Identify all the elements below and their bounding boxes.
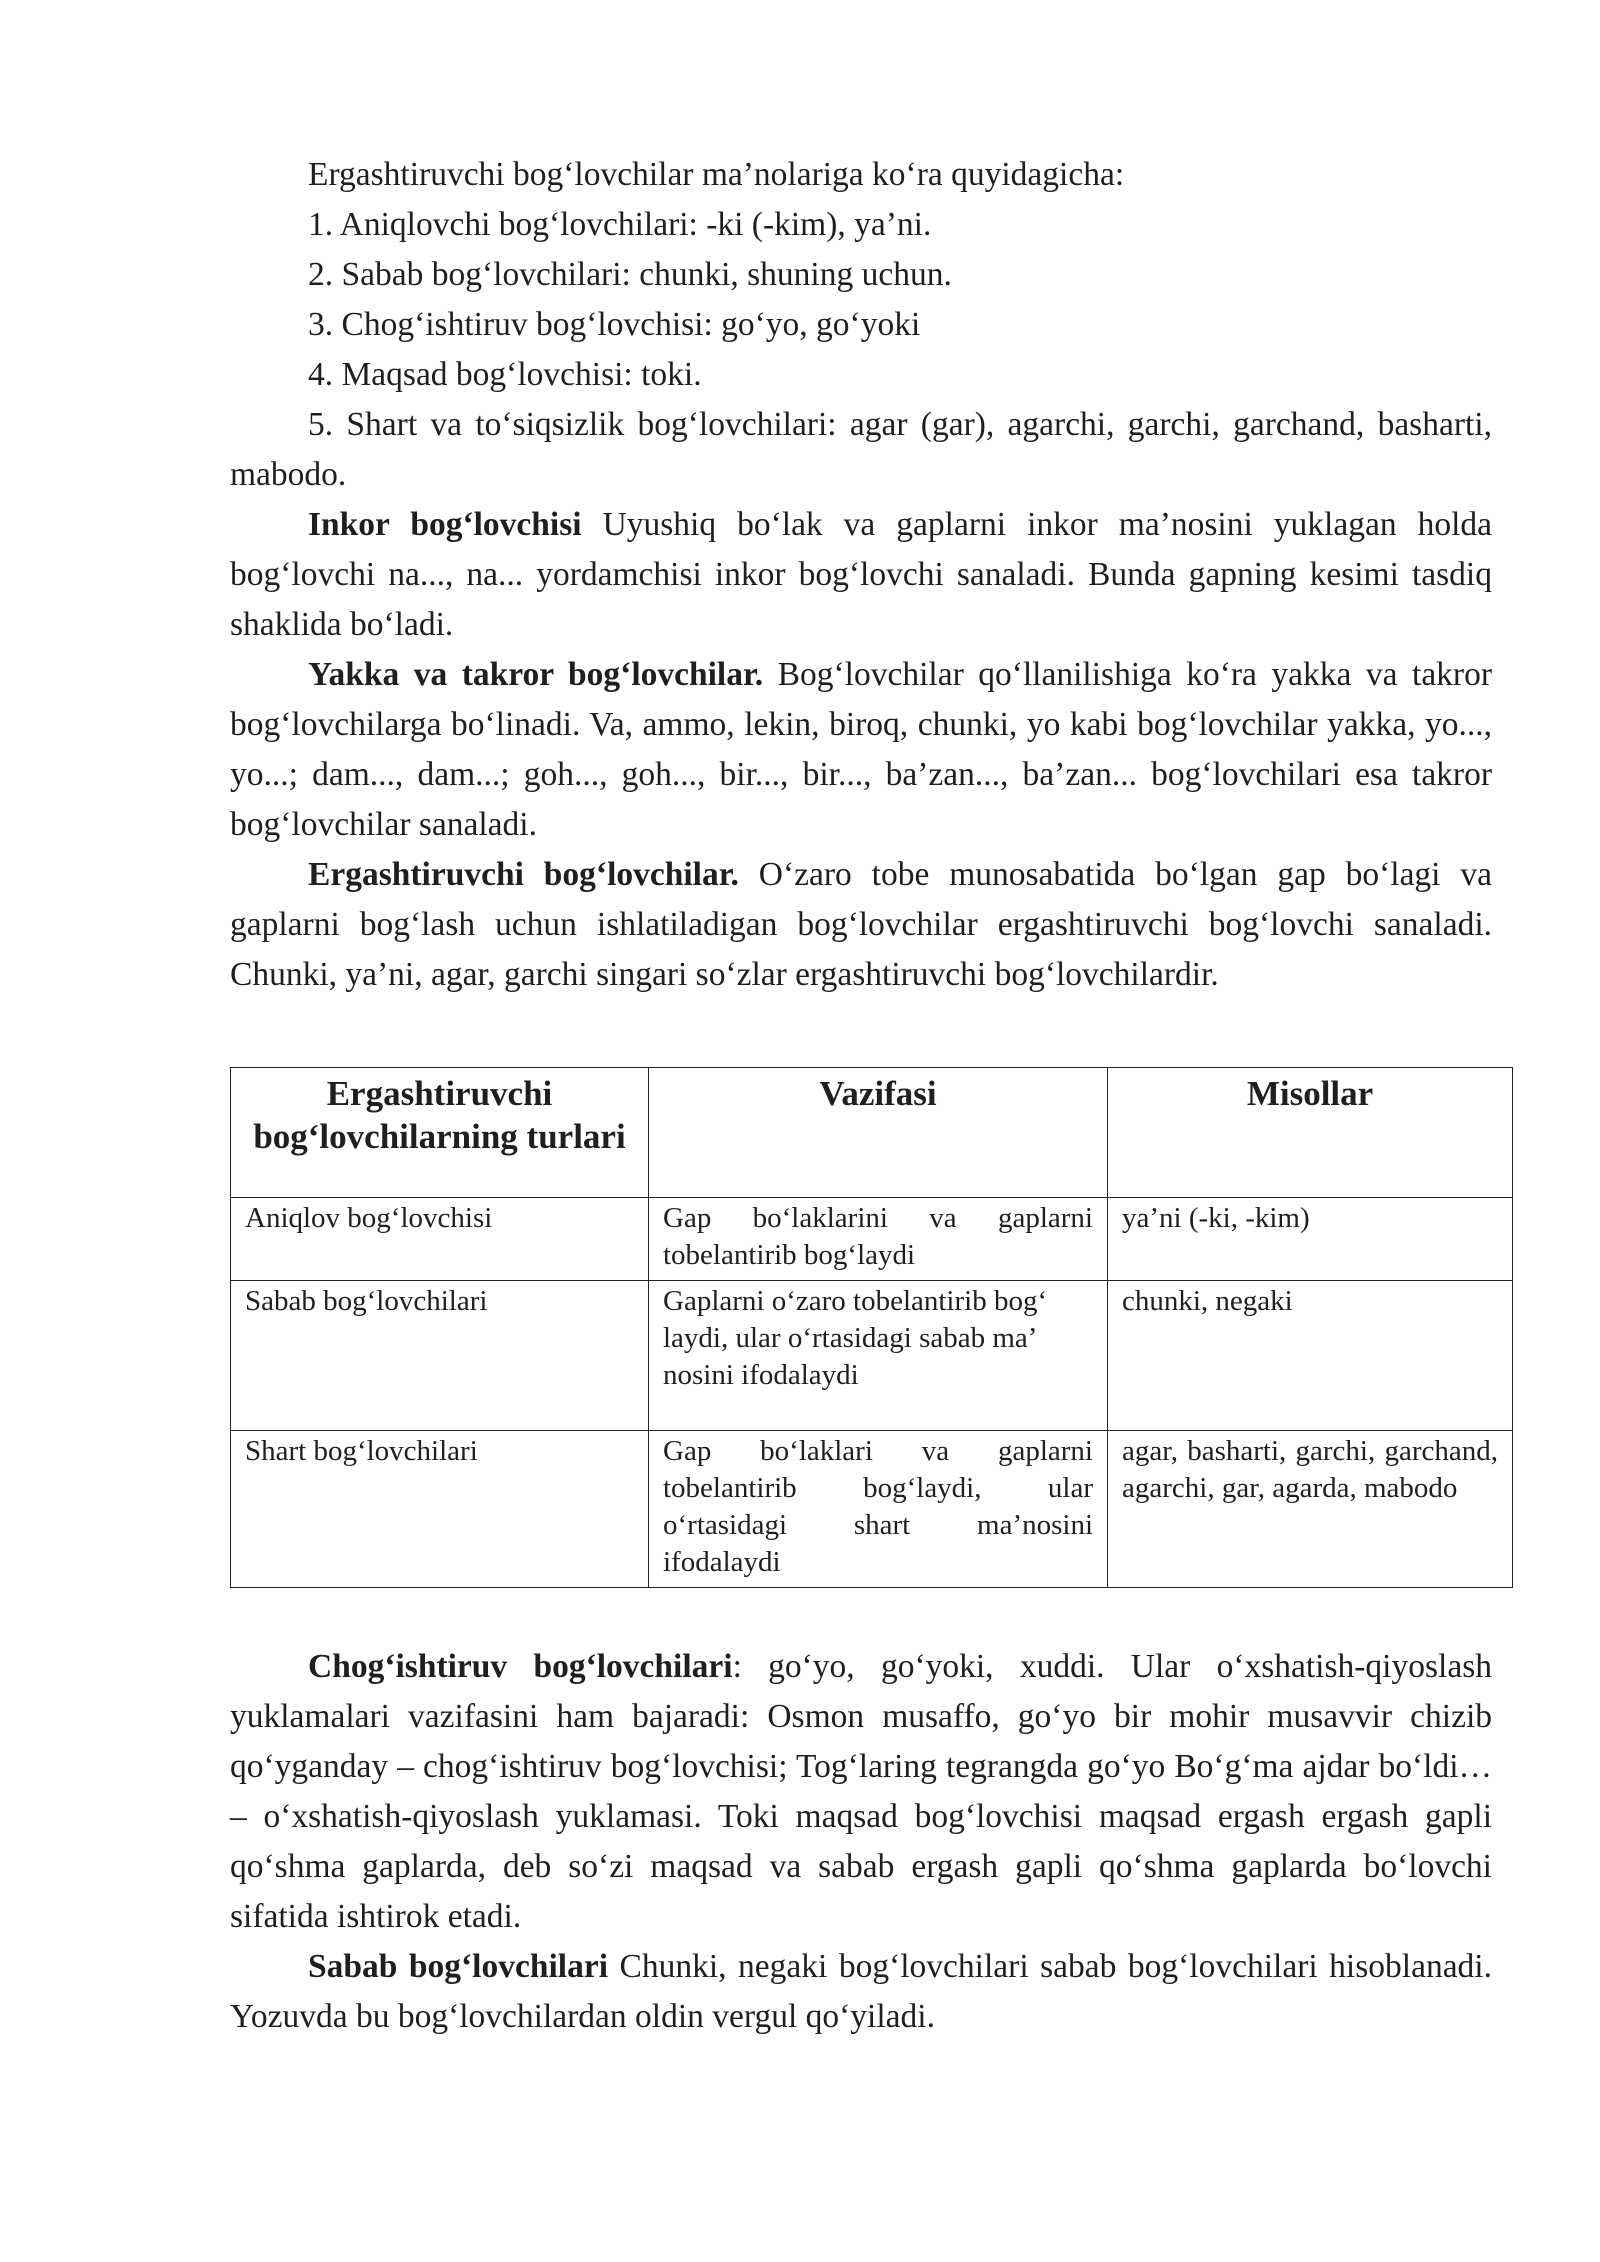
table-cell: Gap bo‘laklari va gaplarni tobelantirib bog‘laydi, ular o‘rtasidagi shart ma’nosini ifodalaydi [649, 1431, 1108, 1588]
table-cell: ya’ni (-ki, -kim) [1108, 1198, 1513, 1281]
paragraph-chogishtiruv [230, 1642, 1492, 1942]
table-row [231, 1281, 1513, 1431]
paragraph-text: Chunki, negaki bog‘lovchilari sabab bog‘lovchilari hisoblanadi. Yozuvda bu bog‘lovchilardan oldin vergul qo‘yiladi. [230, 1948, 1492, 2035]
paragraph-text: : go‘yo, go‘yoki, xuddi. Ular o‘xshatish-qiyoslash yuklamalari vazifasini ham bajaradi: Osmon musaffo, go‘yo bir mohir musavvir chizib qo‘yganday – chog‘ishtiruv bog‘lovchisi; Tog‘laring tegrangda go‘yo Bo‘g‘ma ajdar bo‘ldi… – o‘xshatish-qiyoslash yuklamasi. Toki maqsad bog‘lovchisi maqsad ergash ergash gapli qo‘shma gaplarda, deb so‘zi maqsad va sabab ergash gapli qo‘shma gaplarda bo‘lovchi sifatida ishtirok etadi. [230, 1648, 1492, 1935]
intro-lead: Ergashtiruvchi bog‘lovchilar ma’nolariga ko‘ra quyidagicha: [308, 156, 1125, 193]
paragraph-term: Yakka va takror bog‘lovchilar. [308, 656, 764, 693]
paragraph-term: Chog‘ishtiruv bog‘lovchilari [308, 1648, 733, 1685]
list-item: 5. Shart va to‘siqsizlik bog‘lovchilari: agar (gar), agarchi, garchi, garchand, basharti, mabodo. [230, 406, 1492, 493]
paragraph-text: Uyushiq bo‘lak va gaplarni inkor ma’nosini yuklagan holda bog‘lovchi na..., na... yordamchisi inkor bog‘lovchi sanaladi. Bunda gapning kesimi tasdiq shaklida bo‘ladi. [230, 506, 1492, 643]
table-row [231, 1198, 1513, 1281]
list-item: 1. Aniqlovchi bog‘lovchilari: -ki (-kim), ya’ni. [308, 206, 932, 243]
list-item: 4. Maqsad bog‘lovchisi: toki. [308, 356, 702, 393]
table-cell: Aniqlov bog‘lovchisi [231, 1198, 649, 1281]
conjunction-table [230, 1067, 1513, 1588]
paragraph-inkor [230, 500, 1492, 650]
paragraph-yakka-takror [230, 650, 1492, 850]
table-cell: Gaplarni o‘zaro tobelantirib bog‘ laydi, ular o‘rtasidagi sabab ma’ nosini ifodalaydi [649, 1281, 1108, 1431]
paragraph-text: O‘zaro tobe munosabatida bo‘lgan gap bo‘lagi va gaplarni bog‘lash uchun ishlatiladigan bog‘lovchilar ergashtiruvchi bog‘lovchi sanaladi. Chunki, ya’ni, agar, garchi singari so‘zlar ergashtiruvchi bog‘lovchilardir. [230, 856, 1492, 993]
list-item: 3. Chog‘ishtiruv bog‘lovchisi: go‘yo, go‘yoki [308, 306, 921, 343]
paragraph-term: Inkor bog‘lovchisi [308, 506, 582, 543]
paragraph-term: Ergashtiruvchi bog‘lovchilar. [308, 856, 739, 893]
table-cell: Sabab bog‘lovchilari [231, 1281, 649, 1431]
table-cell: agar, basharti, garchi, garchand, agarchi, gar, agarda, mabodo [1108, 1431, 1513, 1588]
table-header-cell: Vazifasi [649, 1068, 1108, 1198]
table-row [231, 1431, 1513, 1588]
table-header-cell: Misollar [1108, 1068, 1513, 1198]
paragraph-term: Sabab bog‘lovchilari [308, 1948, 609, 1985]
paragraph-sabab [230, 1942, 1492, 2042]
table-header-row [231, 1068, 1513, 1198]
table-header-cell: Ergashtiruvchi bog‘lovchilarning turlari [231, 1068, 649, 1198]
list-item: 2. Sabab bog‘lovchilari: chunki, shuning uchun. [308, 256, 952, 293]
table-cell: Gap bo‘laklarini va gaplarni tobelantirib bog‘laydi [649, 1198, 1108, 1281]
table-cell: Shart bog‘lovchilari [231, 1431, 649, 1588]
paragraph-ergashtiruvchi [230, 850, 1492, 1000]
conjunction-table-wrapper [230, 1067, 1512, 1588]
document-page [230, 150, 1498, 2042]
paragraph-text: Bog‘lovchilar qo‘llanilishiga ko‘ra yakka va takror bog‘lovchilarga bo‘linadi. Va, ammo, lekin, biroq, chunki, yo kabi bog‘lovchilar yakka, yo..., yo...; dam..., dam...; goh..., goh..., bir..., bir..., ba’zan..., ba’zan... bog‘lovchilari esa takror bog‘lovchilar sanaladi. [230, 656, 1492, 843]
table-cell: chunki, negaki [1108, 1281, 1513, 1431]
